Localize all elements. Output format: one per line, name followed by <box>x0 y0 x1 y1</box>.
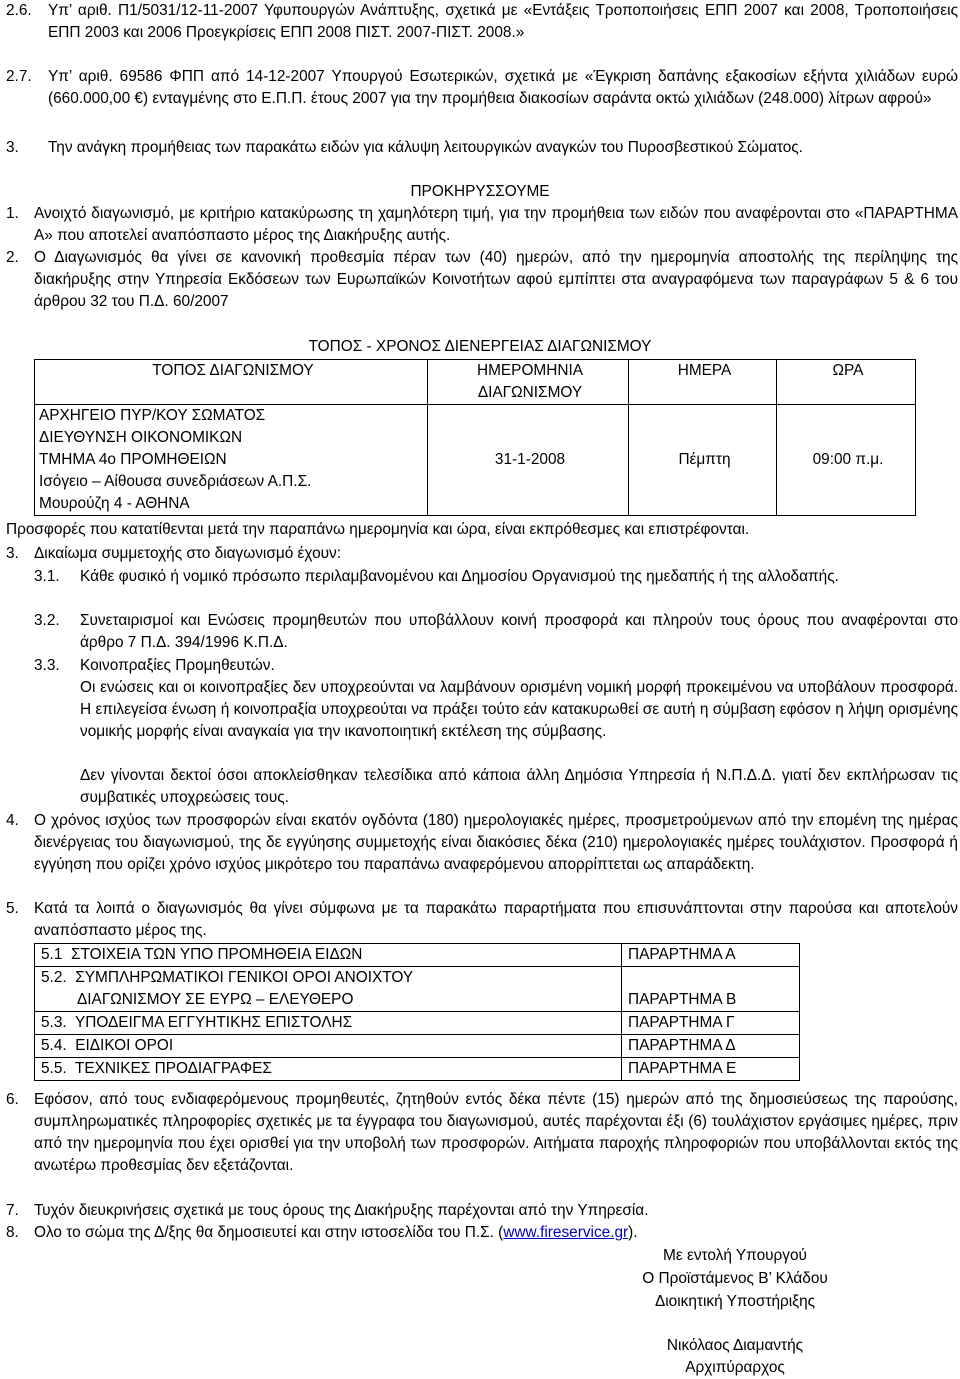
item-number: 3.3. <box>34 657 60 674</box>
cell-day: Πέμπτη <box>629 405 777 516</box>
header-time: ΩΡΑ <box>777 360 916 405</box>
item-number: 8. <box>6 1224 19 1241</box>
annex-desc: 5.4. ΕΙΔΙΚΟΙ ΟΡΟΙ <box>35 1035 622 1058</box>
annex-desc: 5.3. ΥΠΟΔΕΙΓΜΑ ΕΓΓΥΗΤΙΚΗΣ ΕΠΙΣΤΟΛΗΣ <box>35 1012 622 1035</box>
annex-label: ΠΑΡΑΡΤΗΜΑ Α <box>622 944 800 967</box>
table-row <box>35 944 800 967</box>
annex-label: ΠΑΡΑΡΤΗΜΑ Δ <box>622 1035 800 1058</box>
item-number: 5. <box>6 900 19 917</box>
annex-table <box>34 943 800 1081</box>
table-row <box>35 967 800 1012</box>
header-day: ΗΜΕΡΑ <box>629 360 777 405</box>
paragraph-deadline: Ο Διαγωνισμός θα γίνει σε κανονική προθεσμία πέραν των (40) ημερών, από την ημερομηνία αποστολής της περίληψης της διακήρυξης στην Υπηρεσία Εκδόσεων των Ευρωπαϊκών Κοινοτήτων αφού εμπίπτει στα αναγραφόμενα των παραγράφων 5 & 6 του άρθρου 32 του Π.Δ. 60/2007 <box>34 249 958 310</box>
item-number: 3.2. <box>34 612 60 629</box>
item-number: 3.1. <box>34 568 60 585</box>
paragraph-info-requests: Εφόσον, από τους ενδιαφερόμενους προμηθευτές, ζητηθούν εντός δέκα πέντε (15) ημερών από της δημοσιεύσεως της παρούσης, συμπληρωματικές πληροφορίες σχετικές με τα έγγραφα του διαγωνισμού, αυτές παρέχονται έξι (6) τουλάχιστον εργάσιμες ημέρες, πριν από την ημερομηνία που έχει ορισθεί για την υποβολή των προσφορών. Αιτήματα παροχής πληροφοριών που υποβάλλονται εκτός της ανωτέρω προθεσμίας δεν εξετάζονται. <box>34 1091 958 1174</box>
annex-desc: 5.2. ΣΥΜΠΛΗΡΩΜΑΤΙΚΟΙ ΓΕΝΙΚΟΙ ΟΡΟΙ ΑΝΟΙΧΤΟΥ ΔΙΑΓΩΝΙΣΜΟΥ ΣΕ ΕΥΡΩ – ΕΛΕΥΘΕΡΟ <box>35 967 622 1012</box>
table-row <box>35 405 916 516</box>
paragraph-3-need: Την ανάγκη προμήθειας των παρακάτω ειδών για κάλυψη λειτουργικών αναγκών του Πυροσβεστικού Σώματος. <box>48 139 803 156</box>
fireservice-link[interactable]: www.fireservice.gr <box>503 1224 629 1241</box>
paragraph-3-1: Κάθε φυσικό ή νομικό πρόσωπο περιλαμβανομένου και Δημοσίου Οργανισμού της ημεδαπής ή της αλλοδαπής. <box>80 568 839 585</box>
paragraph-2-6: Υπ’ αριθ. Π1/5031/12-11-2007 Υφυπουργών Ανάπτυξης, σχετικά με «Εντάξεις Τροποποιήσεις ΕΠΠ 2007 και 2008, Τροποποιήσεις ΕΠΠ 2003 και 2006 Προεγκρίσεις ΕΠΠ 2008 ΠΙΣΤ. 2007-ΠΙΣΤ. 2008.» <box>48 2 958 41</box>
header-place: ΤΟΠΟΣ ΔΙΑΓΩΝΙΣΜΟΥ <box>35 360 428 405</box>
item-number: 1. <box>6 205 19 222</box>
item-number: 3. <box>6 545 19 562</box>
schedule-table <box>34 359 916 516</box>
signatory-name: Νικόλαος Διαμαντής <box>666 1337 804 1354</box>
item-number: 2. <box>6 249 19 266</box>
place-line: ΤΜΗΜΑ 4ο ΠΡΟΜΗΘΕΙΩΝ <box>39 451 227 468</box>
table-row <box>35 1012 800 1035</box>
paragraph-3-2: Συνεταιρισμοί και Ενώσεις προμηθευτών που υποβάλλουν κοινή προσφορά και πληρούν τους όρους που αναφέρονται στο άρθρο 7 Π.Δ. 394/1996 Κ.Π.Δ. <box>80 612 958 651</box>
paragraph-3-3-exclusion: Δεν γίνονται δεκτοί όσοι αποκλείσθηκαν τελεσίδικα από κάποια άλλη Δημόσια Υπηρεσία ή Ν.Π.Δ.Δ. γιατί δεν εκπλήρωσαν τις συμβατικές υποχρεώσεις τους. <box>80 767 958 806</box>
place-line: Μουρούζη 4 - ΑΘΗΝΑ <box>39 495 190 512</box>
paragraph-eligibility: Δικαίωμα συμμετοχής στο διαγωνισμό έχουν: <box>34 545 342 562</box>
paragraph-3-3-title: Κοινοπραξίες Προμηθευτών. <box>80 657 275 674</box>
paragraph-open-tender: Ανοιχτό διαγωνισμό, με κριτήριο κατακύρωσης τη χαμηλότερη τιμή, για την προμήθεια των ειδών που αναφέρονται στο «ΠΑΡΑΡΤΗΜΑ Α» που αποτελεί αναπόσπαστο μέρος της Διακήρυξης αυτής. <box>34 205 958 244</box>
paragraph-3-3-body: Οι ενώσεις και οι κοινοπραξίες δεν υποχρεούνται να λαμβάνουν ορισμένη νομική μορφή προκειμένου να υποβάλουν προσφορά. Η επιλεγείσα ένωση ή κοινοπραξία υποχρεούται να πράξει τούτο εάν κατακυρωθεί σε αυτή η σύμβαση εφόσον η λήψη ορισμένης νομικής μορφής είναι αναγκαία για την ικανοποιητική εκτέλεση της σύμβασης. <box>80 679 958 740</box>
schedule-title: ΤΟΠΟΣ - ΧΡΟΝΟΣ ΔΙΕΝΕΡΓΕΙΑΣ ΔΙΑΓΩΝΙΣΜΟΥ <box>308 338 652 355</box>
item-number: 2.6. <box>6 2 32 19</box>
signatory-rank: Αρχιπύραρχος <box>685 1359 785 1376</box>
header-date: ΗΜΕΡΟΜΗΝΙΑ ΔΙΑΓΩΝΙΣΜΟΥ <box>428 360 629 405</box>
annex-desc: 5.1 ΣΤΟΙΧΕΙΑ ΤΩΝ ΥΠΟ ΠΡΟΜΗΘΕΙΑ ΕΙΔΩΝ <box>35 944 622 967</box>
table-row <box>35 1058 800 1081</box>
paragraph-validity: Ο χρόνος ισχύος των προσφορών είναι εκατόν ογδόντα (180) ημερολογιακές ημέρες, προσμετρούμενων από την επομένη της ημέρας διενέργειας του διαγωνισμού, της δε εγγύησης συμμετοχής είναι διακόσιες δέκα (210) ημερολογιακές ημέρες τουλάχιστον. Προσφορά ή εγγύηση που ορίζει χρόνο ισχύος μικρότερο του παραπάνω αναφερόμενου απορρίπτεται ως απαράδεκτη. <box>34 812 958 873</box>
annex-label: ΠΑΡΑΡΤΗΜΑ Β <box>622 967 800 1012</box>
proclamation-heading: ΠΡΟΚΗΡΥΣΣΟΥΜΕ <box>410 183 550 200</box>
signature-department: Διοικητική Υποστήριξης <box>654 1293 816 1310</box>
item-number: 4. <box>6 812 19 829</box>
annex-label: ΠΑΡΑΡΤΗΜΑ Ε <box>622 1058 800 1081</box>
place-line: ΔΙΕΥΘΥΝΣΗ ΟΙΚΟΝΟΜΙΚΩΝ <box>39 429 243 446</box>
item-number: 6. <box>6 1091 19 1108</box>
cell-place <box>35 405 428 516</box>
table-row <box>35 360 916 405</box>
item-number: 2.7. <box>6 68 32 85</box>
paragraph-website: Ολο το σώμα της Δ/ξης θα δημοσιευτεί και στην ιστοσελίδα του Π.Σ. (www.fireservice.gr). <box>34 1224 638 1241</box>
annex-label: ΠΑΡΑΡΤΗΜΑ Γ <box>622 1012 800 1035</box>
paragraph-2-7: Υπ’ αριθ. 69586 ΦΠΠ από 14-12-2007 Υπουργού Εσωτερικών, σχετικά με «Έγκριση δαπάνης εξακοσίων εξήντα χιλιάδων ευρώ (660.000,00 €) ενταγμένης στο Ε.Π.Π. έτους 2007 για την προμήθεια διακοσίων σαράντα οκτώ χιλιάδων (248.000) λίτρων αφρού» <box>48 68 958 107</box>
annex-desc: 5.5. ΤΕΧΝΙΚΕΣ ΠΡΟΔΙΑΓΡΑΦΕΣ <box>35 1058 622 1081</box>
place-line: Ισόγειο – Αίθουσα συνεδριάσεων Α.Π.Σ. <box>39 473 312 490</box>
paragraph-clarifications: Τυχόν διευκρινήσεις σχετικά με τους όρους της Διακήρυξης παρέχονται από την Υπηρεσία. <box>34 1202 649 1219</box>
paragraph-annexes: Κατά τα λοιπά ο διαγωνισμός θα γίνει σύμφωνα με τα παρακάτω παραρτήματα που επισυνάπτονται στην παρούσα και αποτελούν αναπόσπαστο μέρος της. <box>34 900 958 939</box>
signature-position: Ο Προϊστάμενος Β’ Κλάδου <box>642 1270 828 1287</box>
item-number: 7. <box>6 1202 19 1219</box>
signature-mandate: Με εντολή Υπουργού <box>663 1247 807 1264</box>
table-row <box>35 1035 800 1058</box>
late-offers-note: Προσφορές που κατατίθενται μετά την παραπάνω ημερομηνία και ώρα, είναι εκπρόθεσμες και επιστρέφονται. <box>6 521 750 538</box>
place-line: ΑΡΧΗΓΕΙΟ ΠΥΡ/ΚΟΥ ΣΩΜΑΤΟΣ <box>39 407 266 424</box>
item-number: 3. <box>6 139 19 156</box>
cell-time: 09:00 π.μ. <box>777 405 916 516</box>
cell-date: 31-1-2008 <box>428 405 629 516</box>
